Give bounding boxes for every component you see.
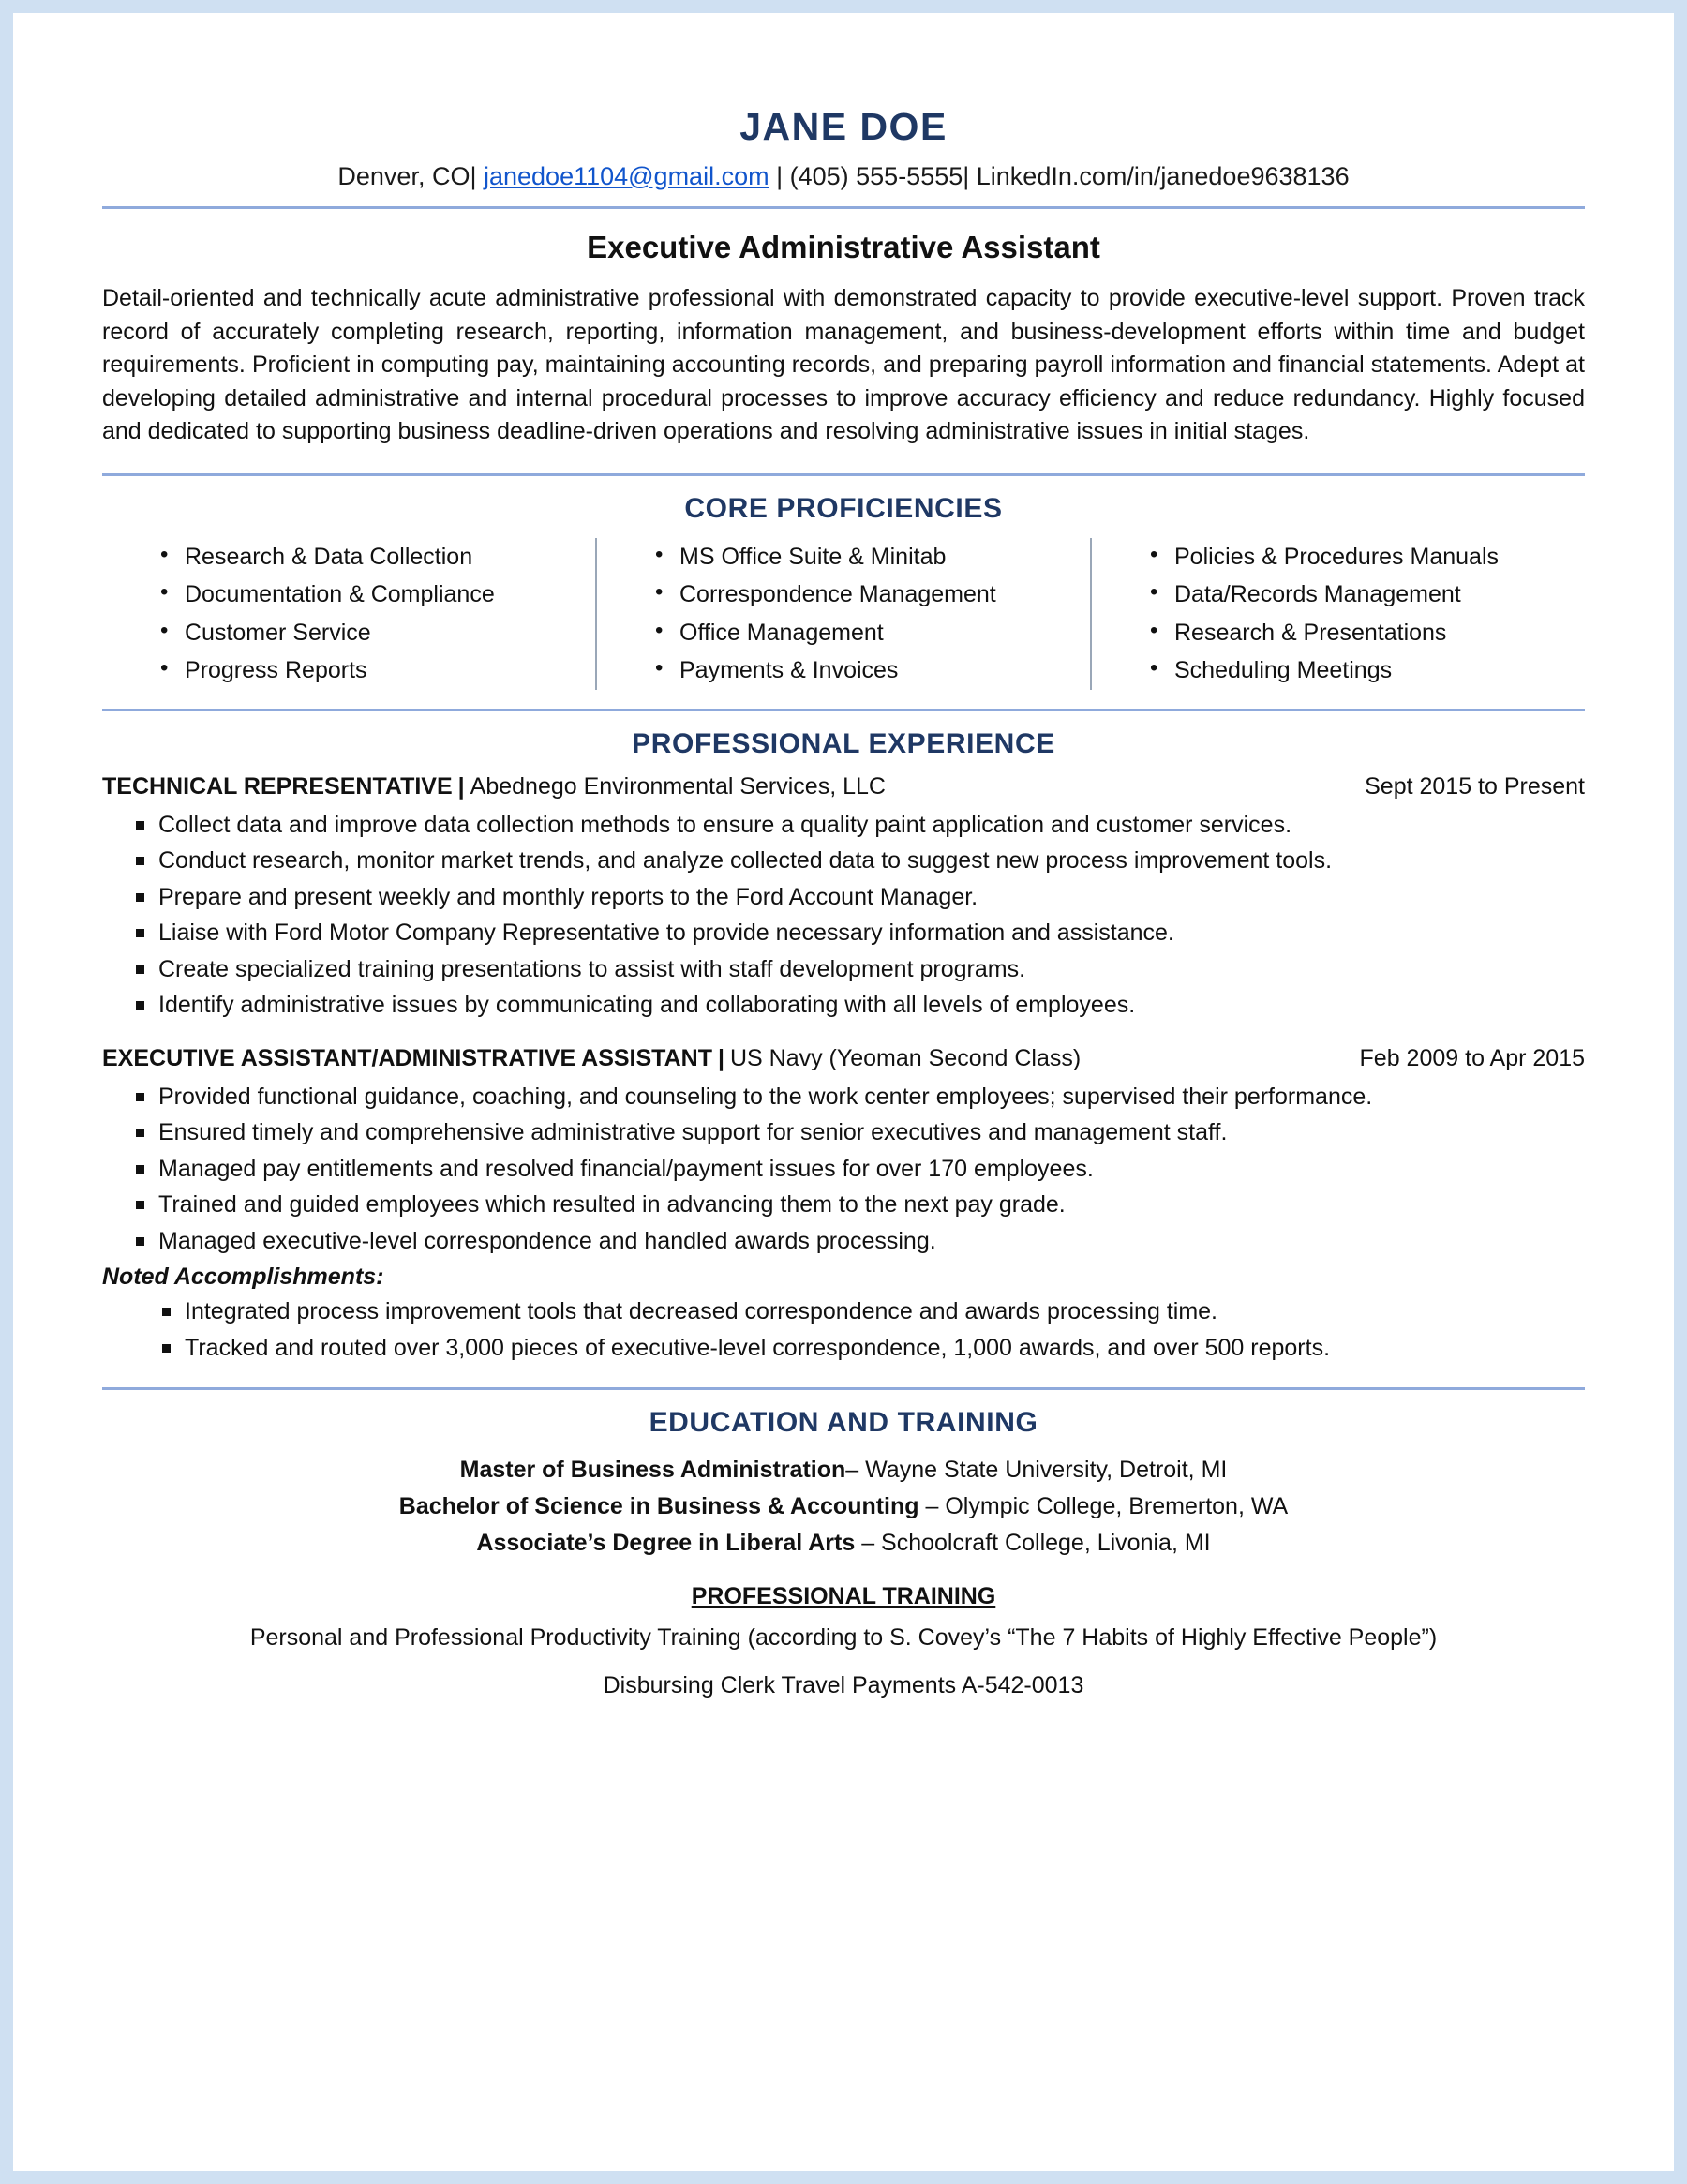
section-heading-core: CORE PROFICIENCIES bbox=[684, 492, 1003, 524]
list-item: Integrated process improvement tools that decreased correspondence and awards processing time. bbox=[160, 1294, 1585, 1329]
list-item: • Payments & Invoices bbox=[661, 651, 1081, 690]
experience-dates: Feb 2009 to Apr 2015 bbox=[1359, 1044, 1585, 1071]
experience-role: TECHNICAL REPRESENTATIVE bbox=[102, 772, 453, 800]
list-item: Collect data and improve data collection methods to ensure a quality paint application and customer services. bbox=[134, 808, 1585, 843]
contact-phone: (405) 555-5555 bbox=[789, 162, 963, 190]
list-item: • Documentation & Compliance bbox=[166, 576, 586, 614]
education-entry bbox=[102, 1452, 1585, 1488]
core-column-3 bbox=[1090, 538, 1585, 690]
experience-entry-2 bbox=[102, 1045, 1585, 1366]
list-item: • Research & Data Collection bbox=[166, 538, 586, 576]
resume-sheet bbox=[13, 13, 1674, 1742]
contact-linkedin: LinkedIn.com/in/janedoe9638136 bbox=[976, 162, 1350, 190]
education-school: – Wayne State University, Detroit, MI bbox=[845, 1457, 1228, 1483]
list-item: Ensured timely and comprehensive administrative support for senior executives and management staff. bbox=[134, 1115, 1585, 1150]
core-column-2 bbox=[595, 538, 1090, 690]
divider-summary bbox=[102, 473, 1585, 476]
education-degree: Associate’s Degree in Liberal Arts bbox=[476, 1529, 856, 1556]
experience-header bbox=[102, 1045, 1585, 1072]
noted-accomplishments-list bbox=[102, 1294, 1585, 1365]
list-item: Tracked and routed over 3,000 pieces of executive-level correspondence, 1,000 awards, and over 500 reports. bbox=[160, 1331, 1585, 1366]
list-item: • Progress Reports bbox=[166, 651, 586, 690]
list-item: Prepare and present weekly and monthly reports to the Ford Account Manager. bbox=[134, 880, 1585, 915]
list-item: • Correspondence Management bbox=[661, 576, 1081, 614]
list-item: Managed pay entitlements and resolved financial/payment issues for over 170 employees. bbox=[134, 1152, 1585, 1187]
noted-accomplishments-label: Noted Accomplishments: bbox=[102, 1264, 384, 1290]
spacer bbox=[102, 1656, 1585, 1668]
education-entry bbox=[102, 1488, 1585, 1525]
list-item: • Office Management bbox=[661, 614, 1081, 652]
training-line: Disbursing Clerk Travel Payments A-542-0013 bbox=[603, 1672, 1084, 1698]
list-item: Conduct research, monitor market trends, and analyze collected data to suggest new process improvement tools. bbox=[134, 844, 1585, 878]
list-item: Identify administrative issues by communicating and collaborating with all levels of employees. bbox=[134, 988, 1585, 1023]
contact-line bbox=[102, 162, 1585, 191]
contact-separator-1: | bbox=[769, 162, 790, 190]
experience-header bbox=[102, 773, 1585, 800]
education-entry bbox=[102, 1525, 1585, 1562]
experience-separator: | bbox=[457, 772, 465, 800]
education-school: – Schoolcraft College, Livonia, MI bbox=[855, 1529, 1211, 1556]
list-item: Liaise with Ford Motor Company Representative to provide necessary information and assistance. bbox=[134, 916, 1585, 950]
experience-bullets bbox=[102, 808, 1585, 1023]
list-item: • MS Office Suite & Minitab bbox=[661, 538, 1081, 576]
education-degree: Bachelor of Science in Business & Accounting bbox=[398, 1492, 919, 1519]
experience-role: EXECUTIVE ASSISTANT/ADMINISTRATIVE ASSISTANT bbox=[102, 1044, 712, 1071]
professional-summary: Detail-oriented and technically acute administrative professional with demonstrated capacity to provide executive-level support. Proven track record of accurately completing research, reporting, information management, and business-development efforts within time and budget requirements. Proficient in computing pay, maintaining accounting records, and preparing payroll information and financial statements. Adept at developing detailed administrative and internal procedural processes to improve accuracy efficiency and reduce redundancy. Highly focused and dedicated to supporting business deadline-driven operations and resolving administrative issues in initial stages. bbox=[102, 285, 1585, 444]
section-heading-experience: PROFESSIONAL EXPERIENCE bbox=[632, 727, 1055, 759]
list-item: • Research & Presentations bbox=[1156, 614, 1575, 652]
education-degree: Master of Business Administration bbox=[459, 1457, 846, 1483]
professional-training-heading: PROFESSIONAL TRAINING bbox=[691, 1583, 996, 1610]
core-column-1 bbox=[102, 538, 595, 690]
list-item: Provided functional guidance, coaching, and counseling to the work center employees; supervised their performance. bbox=[134, 1080, 1585, 1114]
contact-separator-2: | bbox=[963, 162, 977, 190]
divider-experience bbox=[102, 1387, 1585, 1390]
divider-core bbox=[102, 709, 1585, 711]
education-school: – Olympic College, Bremerton, WA bbox=[918, 1492, 1289, 1519]
list-item: • Policies & Procedures Manuals bbox=[1156, 538, 1575, 576]
list-item: • Data/Records Management bbox=[1156, 576, 1575, 614]
core-proficiencies bbox=[102, 538, 1585, 690]
contact-location: Denver, CO| bbox=[337, 162, 484, 190]
experience-bullets bbox=[102, 1080, 1585, 1259]
job-title: Executive Administrative Assistant bbox=[587, 230, 1100, 264]
email-link[interactable]: janedoe1104@gmail.com bbox=[483, 162, 769, 190]
divider-header bbox=[102, 206, 1585, 209]
list-item: Trained and guided employees which resulted in advancing them to the next pay grade. bbox=[134, 1188, 1585, 1222]
experience-company: US Navy (Yeoman Second Class) bbox=[729, 1044, 1082, 1071]
experience-entry-1 bbox=[102, 773, 1585, 1023]
list-item: Managed executive-level correspondence and handled awards processing. bbox=[134, 1224, 1585, 1259]
list-item: • Customer Service bbox=[166, 614, 586, 652]
section-heading-education: EDUCATION AND TRAINING bbox=[649, 1407, 1038, 1438]
experience-dates: Sept 2015 to Present bbox=[1365, 772, 1585, 800]
page-title: JANE DOE bbox=[739, 105, 948, 148]
experience-company: Abednego Environmental Services, LLC bbox=[470, 772, 886, 800]
list-item: Create specialized training presentations to assist with staff development programs. bbox=[134, 952, 1585, 987]
training-line: Personal and Professional Productivity Training (according to S. Covey’s “The 7 Habits of Highly Effective People”) bbox=[249, 1624, 1438, 1652]
list-item: • Scheduling Meetings bbox=[1156, 651, 1575, 690]
experience-separator: | bbox=[717, 1044, 724, 1071]
